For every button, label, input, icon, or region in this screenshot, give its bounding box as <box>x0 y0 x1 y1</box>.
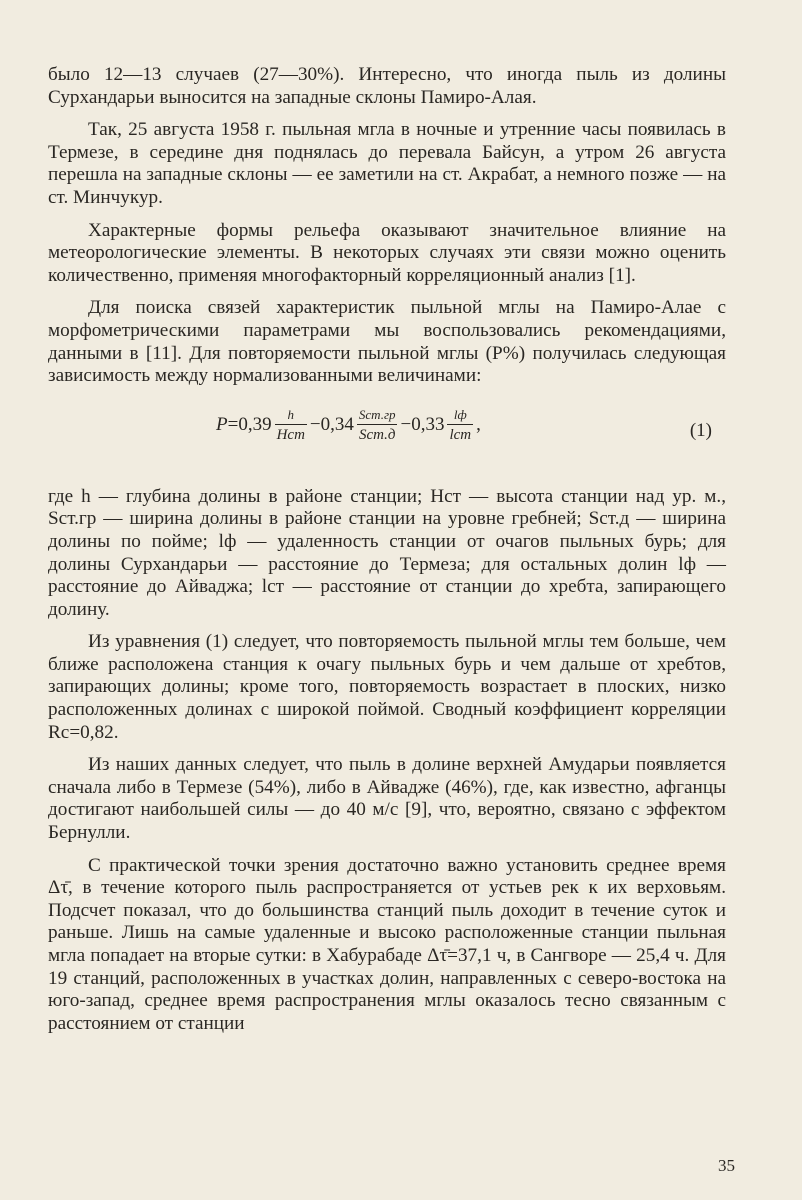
paragraph: Из уравнения (1) следует, что повторяемость пыльной мглы тем больше, чем ближе расположена станция к очагу пыльных бурь и чем дальше от хребтов, запирающих долины; кроме того, повторяемость возрастает в плоских, низко расположенных долинах с широкой поймой. Сводный коэффициент корреляции Rс=0,82. <box>48 631 726 743</box>
equation-coefficient: =0,39 <box>227 413 272 435</box>
fraction-denominator: lст <box>447 424 473 445</box>
equation-lhs: P <box>216 413 228 435</box>
fraction-denominator: Sст.д <box>357 424 398 445</box>
page-body <box>48 64 726 1045</box>
paragraph-definitions: где h — глубина долины в районе станции; Hст — высота станции над ур. м., Sст.гр — ширина долины в районе станции на уровне гребней; Sст.д — ширина долины по пойме; lф — удаленность станции от очагов пыльных бурь; для долины Сурхандарьи — расстояние до Термеза; для остальных долин lф — расстояние до Айваджа; lст — расстояние от станции до хребта, запирающего долину. <box>48 485 726 620</box>
paragraph: было 12—13 случаев (27—30%). Интересно, что иногда пыль из долины Сурхандарьи выносится на западные склоны Памиро-Алая. <box>48 64 726 108</box>
equation-body <box>216 406 481 445</box>
equation-coefficient: −0,33 <box>400 413 445 435</box>
fraction-numerator: h <box>287 406 294 422</box>
paragraph: Характерные формы рельефа оказывают значительное влияние на метеорологические элементы. В некоторых случаях эти связи можно оценить количественно, применяя многофакторный корреляционный анализ [1]. <box>48 219 726 286</box>
equation-tail: , <box>476 413 481 435</box>
fraction <box>357 406 398 445</box>
fraction-denominator: Hст <box>275 424 307 445</box>
equation-coefficient: −0,34 <box>309 413 354 435</box>
paragraph: Так, 25 августа 1958 г. пыльная мгла в ночные и утренние часы появилась в Термезе, в середине дня поднялась до перевала Байсун, а утром 26 августа перешла на западные склоны — ее заметили на ст. Акрабат, а немного позже — на ст. Минчукур. <box>48 119 726 208</box>
paragraph: Из наших данных следует, что пыль в долине верхней Амударьи появляется сначала либо в Термезе (54%), либо в Айвадже (46%), где, как известно, афганцы достигают наибольшей силы — до 40 м/с [9], что, вероятно, связано с эффектом Бернулли. <box>48 754 726 844</box>
equation-number: (1) <box>689 419 712 441</box>
fraction <box>447 406 473 445</box>
equation-1 <box>48 398 726 476</box>
fraction-numerator: Sст.гр <box>358 406 396 422</box>
paragraph: Для поиска связей характеристик пыльной мглы на Памиро-Алае с морфометрическими параметрами мы воспользовались рекомендациями, данными в [11]. Для повторяемости пыльной мглы (P%) получилась следующая зависимость между нормализованными величинами: <box>48 297 726 387</box>
fraction <box>275 406 307 445</box>
fraction-numerator: lф <box>453 406 467 422</box>
paragraph: С практической точки зрения достаточно важно установить среднее время Δτ̄, в течение которого пыль распространяется от устьев рек к их верховьям. Подсчет показал, что до большинства станций пыль доходит в течение суток и раньше. Лишь на самые удаленные и высоко расположенные станции пыльная мгла попадает на вторые сутки: в Хабурабаде Δτ̄=37,1 ч, в Сангворе — 25,4 ч. Для 19 станций, расположенных в участках долин, направленных с северо-востока на юго-запад, среднее время распространения мглы оказалось тесно связанным с расстоянием от станции <box>48 854 726 1034</box>
page-number: 35 <box>718 1156 735 1175</box>
